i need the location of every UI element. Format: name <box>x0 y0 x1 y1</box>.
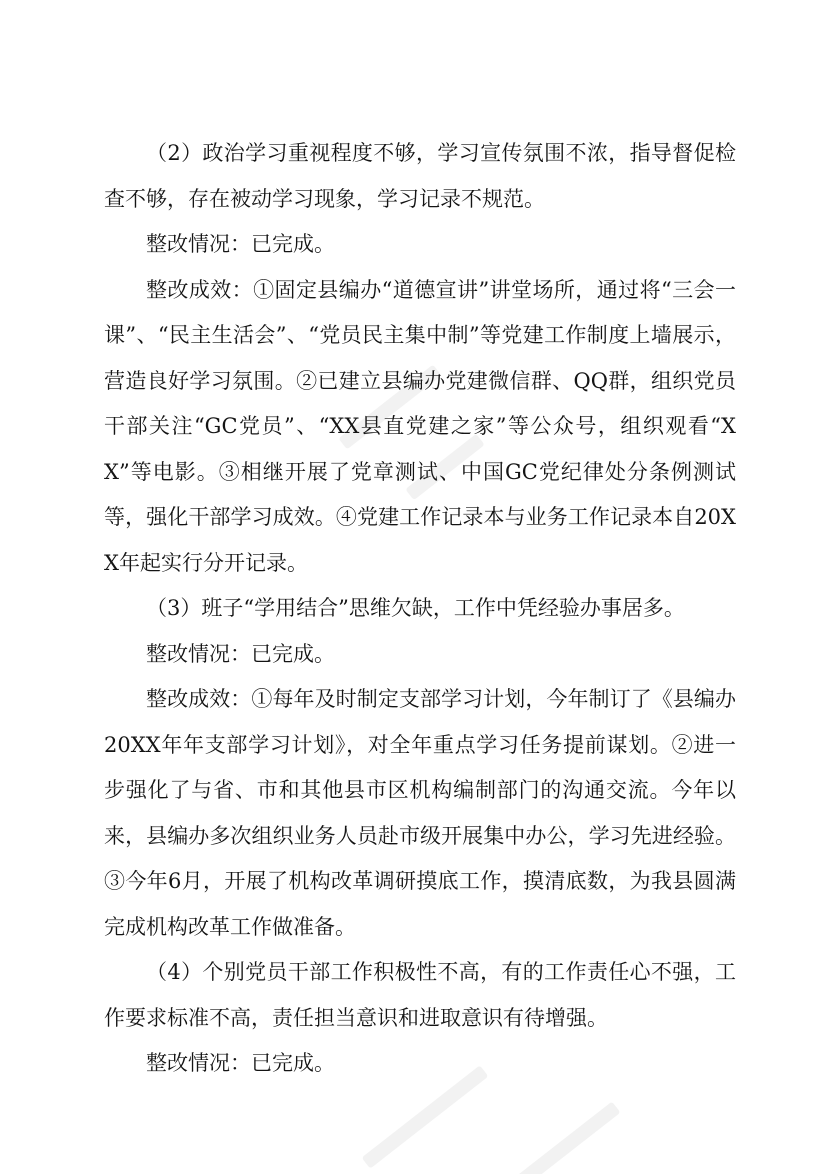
document-body <box>104 131 736 1087</box>
paragraph-result: 整改成效：①固定县编办“道德宣讲”讲堂场所，通过将“三会一课”、“民主生活会”、“党员民主集中制”等党建工作制度上墙展示，营造良好学习氛围。②已建立县编办党建微信群、QQ群，组织党员干部关注“GC党员”、“XX县直党建之家”等公众号，组织观看“XX”等电影。③相继开展了党章测试、中国GC党纪律处分条例测试等，强化干部学习成效。④党建工作记录本与业务工作记录本自20XX年起实行分开记录。 <box>104 277 736 575</box>
paragraph-issue-4: （4）个别党员干部工作积极性不高，有的工作责任心不强，工作要求标准不高，责任担当意识和进取意识有待增强。 <box>104 960 736 1030</box>
paragraph-issue-3: （3）班子“学用结合”思维欠缺，工作中凭经验办事居多。 <box>146 596 685 620</box>
paragraph-issue-2: （2）政治学习重视程度不够，学习宣传氛围不浓，指导督促检查不够，存在被动学习现象，学习记录不规范。 <box>104 141 736 211</box>
paragraph-status: 整改情况：已完成。 <box>146 232 335 256</box>
paragraph-status: 整改情况：已完成。 <box>146 641 335 666</box>
watermark-mark <box>509 1101 620 1174</box>
paragraph-status: 整改情况：已完成。 <box>146 1051 335 1075</box>
paragraph-result: 整改成效：①每年及时制定支部学习计划，今年制订了《县编办20XX年年支部学习计划》，对全年重点学习任务提前谋划。②进一步强化了与省、市和其他县市区机构编制部门的沟通交流。今年以来，县编办多次组织业务人员赴市级开展集中办公，学习先进经验。③今年6月，开展了机构改革调研摸底工作，摸清底数，为我县圆满完成机构改革工作做准备。 <box>104 687 736 939</box>
